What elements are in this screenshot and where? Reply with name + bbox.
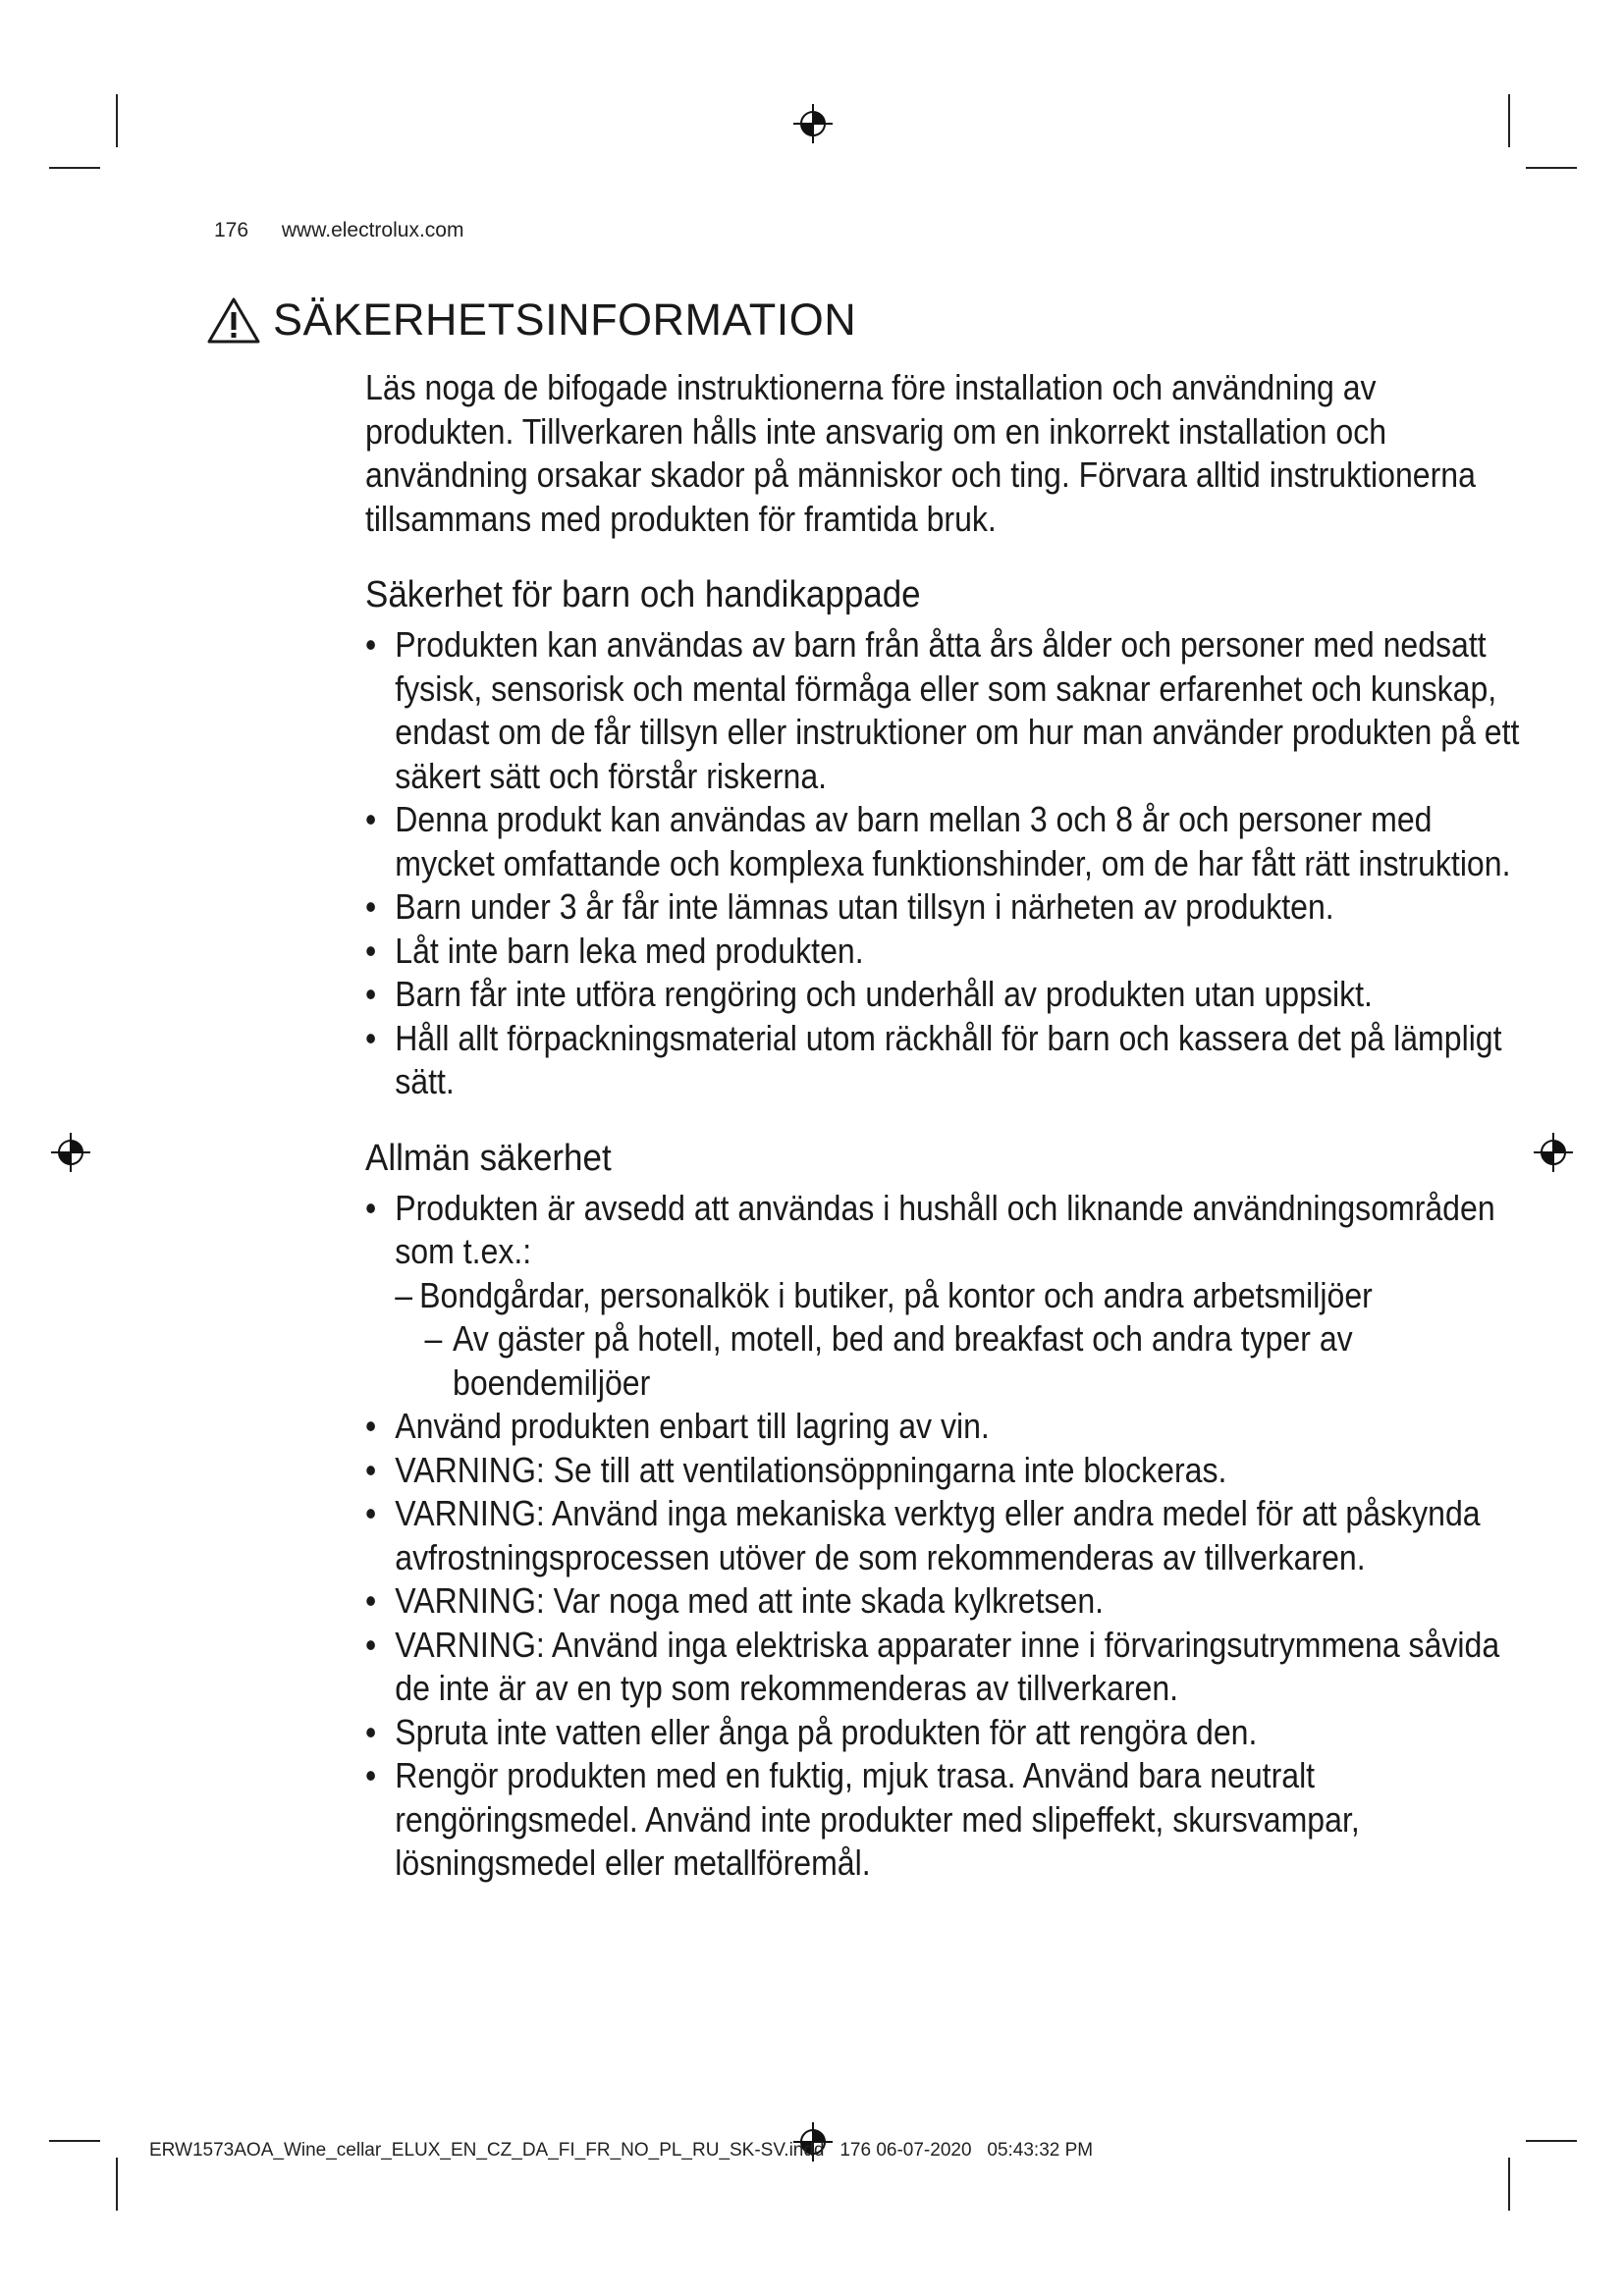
list-item: • Denna produkt kan användas av barn mellan 3 och 8 år och personer med mycket omfattande och komplexa funktionshinder, om de har fått rätt instruktion. <box>365 799 1511 883</box>
children-safety-list <box>365 623 1520 1104</box>
crop-mark <box>1508 94 1510 147</box>
section-title-row <box>206 294 856 346</box>
list-item: • VARNING: Använd inga elektriska apparater inne i förvaringsutrymmena såvida de inte är av en typ som rekommenderas av tillverkaren. <box>365 1624 1500 1708</box>
page-header <box>214 219 463 242</box>
list-item: • VARNING: Se till att ventilationsöppningarna inte blockeras. <box>365 1449 1227 1490</box>
slug-date: 06-07-2020 <box>876 2140 972 2161</box>
list-item: • Håll allt förpackningsmaterial utom räckhåll för barn och kassera det på lämpligt sätt. <box>365 1017 1502 1101</box>
list-item: • Rengör produkten med en fuktig, mjuk trasa. Använd bara neutralt rengöringsmedel. Använd inte produkter med slipeffekt, skursvampar, lösningsmedel eller metallföremål. <box>365 1755 1360 1883</box>
crop-mark <box>1526 2140 1577 2142</box>
registration-mark-icon <box>1532 1131 1575 1174</box>
main-content <box>365 366 1520 1886</box>
section-heading-children: Säkerhet för barn och handikappade <box>365 574 921 615</box>
crop-mark <box>1526 167 1577 169</box>
sub-list-item: – Av gäster på hotell, motell, bed and breakfast och andra typer av boendemiljöer <box>424 1318 1353 1403</box>
list-item: • Spruta inte vatten eller ånga på produkten för att rengöra den. <box>365 1711 1258 1752</box>
crop-mark <box>116 94 118 147</box>
crop-mark <box>1508 2158 1510 2211</box>
slug-filename: ERW1573AOA_Wine_cellar_ELUX_EN_CZ_DA_FI_FR_NO_PL_RU_SK-SV.indd <box>149 2140 825 2161</box>
website-link[interactable]: www.electrolux.com <box>281 219 464 241</box>
slug-time: 05:43:32 PM <box>987 2140 1094 2161</box>
intro-paragraph: Läs noga de bifogade instruktionerna före installation och användning av produkten. Tillverkaren hålls inte ansvarig om en inkorrekt installation och användning orsakar skador på människor och ting. Förvara alltid instruktionerna tillsammans med produkten för framtida bruk. <box>365 367 1476 539</box>
general-safety-list <box>365 1187 1504 1886</box>
list-item: • Låt inte barn leka med produkten. <box>365 930 864 971</box>
list-item: • Produkten kan användas av barn från åtta års ålder och personer med nedsatt fysisk, sensorisk och mental förmåga eller som saknar erfarenhet och kunskap, endast om de får tillsyn eller instruktioner om hur man använder produkten på ett säkert sätt och förstår riskerna. <box>365 624 1520 796</box>
list-item: • Barn under 3 år får inte lämnas utan tillsyn i närheten av produkten. <box>365 886 1334 927</box>
crop-mark <box>49 2140 100 2142</box>
warning-triangle-icon <box>206 295 261 345</box>
registration-mark-icon <box>791 102 835 145</box>
list-item: • Produkten är avsedd att användas i hushåll och liknande användningsområden som t.ex.: <box>365 1187 1495 1271</box>
section-heading-general: Allmän säkerhet <box>365 1137 612 1179</box>
list-item: • Använd produkten enbart till lagring av vin. <box>365 1406 990 1446</box>
registration-mark-icon <box>49 1131 92 1174</box>
list-item: • VARNING: Var noga med att inte skada kylkretsen. <box>365 1580 1105 1621</box>
page-title: SÄKERHETSINFORMATION <box>273 294 857 345</box>
sub-list-item: – Bondgårdar, personalkök i butiker, på kontor och andra arbetsmiljöer <box>395 1274 1373 1315</box>
crop-mark <box>49 167 100 169</box>
list-item: • Barn får inte utföra rengöring och underhåll av produkten utan uppsikt. <box>365 974 1373 1014</box>
page-number: 176 <box>214 219 249 241</box>
print-slug <box>149 2140 1093 2162</box>
slug-page: 176 <box>839 2140 872 2161</box>
list-item: • VARNING: Använd inga mekaniska verktyg eller andra medel för att påskynda avfrostningsprocessen utöver de som rekommenderas av tillverkaren. <box>365 1493 1481 1577</box>
crop-mark <box>116 2158 118 2211</box>
